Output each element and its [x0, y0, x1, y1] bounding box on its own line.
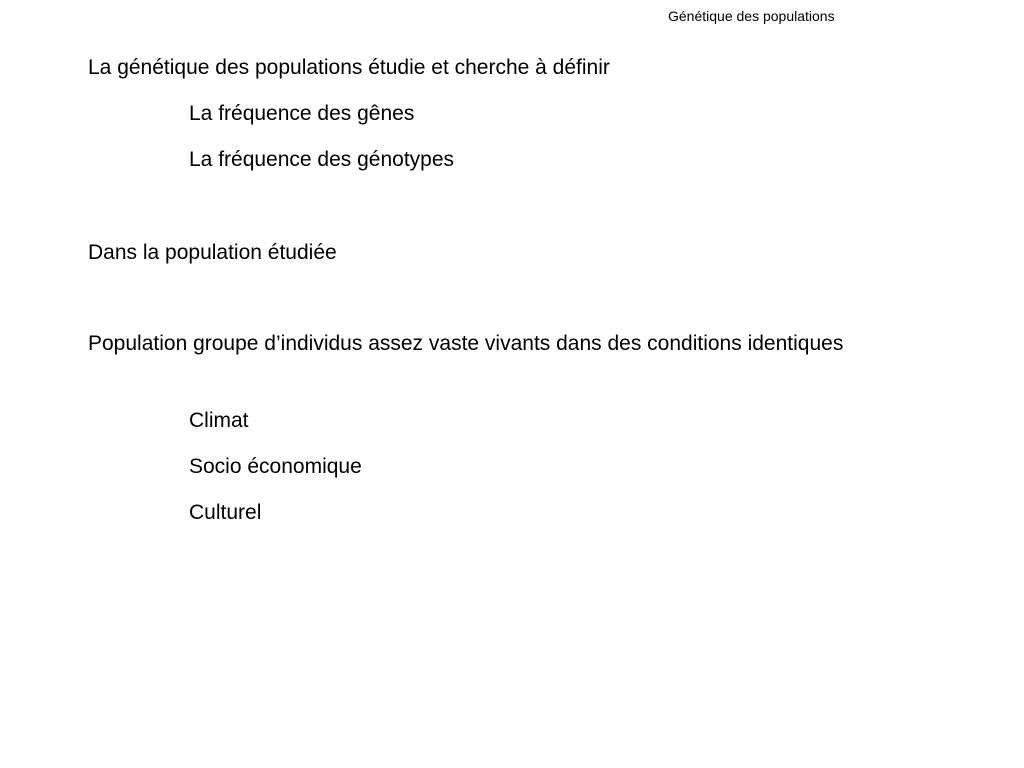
definition-text: Population groupe d’individus assez vaste vivants dans des conditions identiques — [88, 332, 844, 355]
definition-item-climate: Climat — [189, 409, 249, 432]
intro-item-gene-frequency: La fréquence des gênes — [189, 102, 415, 125]
context-text: Dans la population étudiée — [88, 241, 337, 264]
intro-text: La génétique des populations étudie et cherche à définir — [88, 56, 610, 79]
definition-item-cultural: Culturel — [189, 501, 262, 524]
definition-item-socioeconomic: Socio économique — [189, 455, 362, 478]
intro-item-genotype-frequency: La fréquence des génotypes — [189, 148, 455, 171]
slide-header-title: Génétique des populations — [668, 8, 835, 24]
